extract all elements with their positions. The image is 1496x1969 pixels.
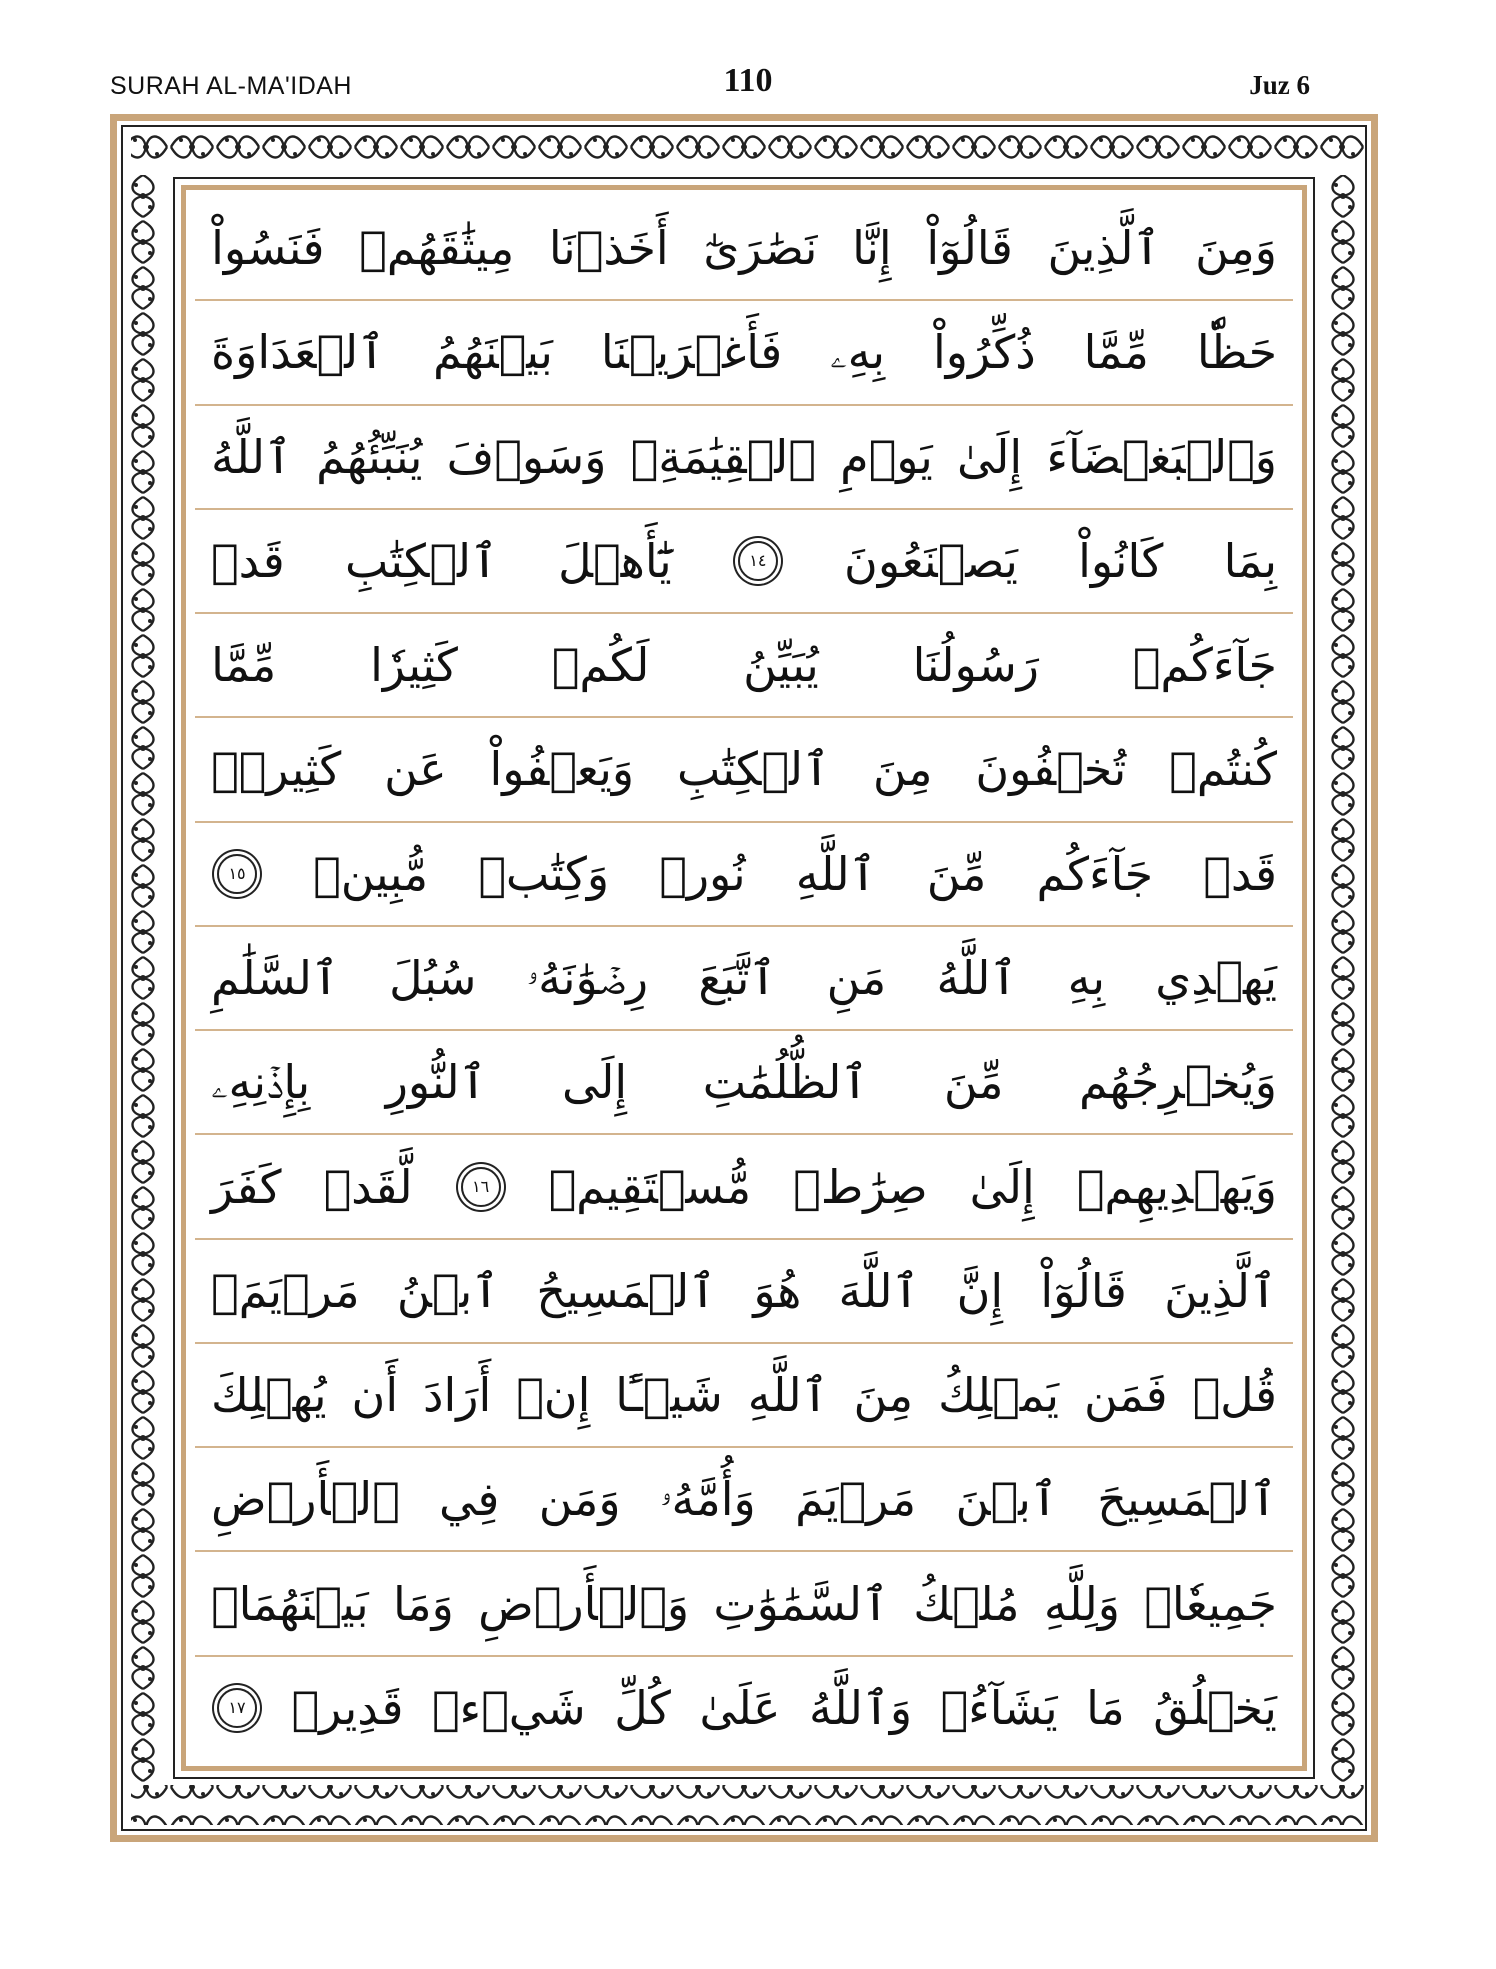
verse-word: وَيُخۡرِجُهُم [1079, 1055, 1277, 1110]
verse-line [195, 301, 1293, 405]
verse-word: مِّمَّا [211, 638, 277, 693]
verse-word: أَن [351, 1368, 399, 1423]
verse-word: رِضۡوَٰنَهُۥ [526, 950, 649, 1005]
verse-word: جَمِيعٗاۗ [1144, 1576, 1277, 1631]
verse-word: فَنَسُواْ [211, 221, 325, 276]
verse-line [195, 927, 1293, 1031]
verse-word: صِرَٰطٖ [793, 1159, 928, 1214]
verse-word: هُوَ [753, 1263, 802, 1318]
verse-word: يَشَآءُۚ [940, 1680, 1058, 1735]
verse-word: ذُكِّرُواْ [932, 325, 1036, 380]
verse-line [195, 510, 1293, 614]
verse-word: قَدِيرٞ [291, 1680, 404, 1735]
verse-word: مِنَ [872, 742, 933, 797]
verse-word: ٱلۡكِتَٰبِ [344, 533, 498, 588]
verse-word: عَلَىٰ [699, 1680, 781, 1735]
verse-word: ٱلَّذِينَ [1164, 1263, 1277, 1318]
page-frame [110, 114, 1378, 1842]
verse-word: ٱلسَّمَٰوَٰتِ [713, 1576, 889, 1631]
verse-lines [195, 197, 1293, 1759]
verse-word: مُّبِينٞ [313, 846, 429, 901]
verse-word: ٱلۡعَدَاوَةَ [211, 325, 386, 380]
verse-word: ٱلظُّلُمَٰتِ [702, 1055, 869, 1110]
verse-word: وَمِنَ [1195, 221, 1277, 276]
verse-word: إِلَى [562, 1055, 628, 1110]
surah-name: SURAH AL-MA'IDAH [110, 72, 352, 100]
verse-line [195, 1448, 1293, 1552]
verse-word: ٱلۡكِتَٰبِ [676, 742, 830, 797]
verse-word: أَرَادَ [423, 1368, 492, 1423]
verse-word: قَدۡ [211, 533, 285, 588]
verse-word: وَسَوۡفَ [446, 429, 607, 484]
verse-word: وَيَعۡفُواْ [489, 742, 635, 797]
juz-label: Juz 6 [1249, 70, 1310, 100]
verse-word: كَثِيرٗا [370, 638, 458, 693]
verse-word: إِلَىٰ [969, 1159, 1035, 1214]
verse-word: يُنَبِّئُهُمُ [316, 429, 423, 484]
verse-word: قَالُوٓاْ [1040, 1263, 1127, 1318]
verse-word: ٱبۡنُ [396, 1263, 500, 1318]
verse-word: ٱلۡمَسِيحُ [536, 1263, 717, 1318]
verse-word: إِنَّا [852, 221, 892, 276]
verse-word: تُخۡفُونَ [975, 742, 1127, 797]
verse-word: لَكُمۡ [551, 638, 650, 693]
verse-word: يَوۡمِ [840, 429, 933, 484]
page-number: 110 [723, 62, 773, 99]
verse-word: يُهۡلِكَ [211, 1368, 327, 1423]
verse-word: ٱبۡنَ [955, 1472, 1058, 1527]
verse-word: وَمَن [538, 1472, 621, 1527]
verse-word: وَيَهۡدِيهِمۡ [1076, 1159, 1277, 1214]
verse-word: أَخَذۡنَا [548, 221, 669, 276]
verse-word: يُبَيِّنُ [743, 638, 819, 693]
text-panel [173, 177, 1315, 1779]
verse-word: ٱتَّبَعَ [698, 950, 777, 1005]
verse-word: جَآءَكُمۡ [1132, 638, 1277, 693]
verse-word: وَٱلۡبَغۡضَآءَ [1046, 429, 1277, 484]
verse-word: شَيۡـًٔا [615, 1368, 723, 1423]
verse-word: شَيۡءٖ [431, 1680, 586, 1735]
verse-word: لَّقَدۡ [323, 1159, 413, 1214]
verse-word: يَٰٓأَهۡلَ [558, 533, 672, 588]
verse-word: كُنتُمۡ [1169, 742, 1277, 797]
verse-word: كَانُواْ [1078, 533, 1164, 588]
verse-word: إِنۡ [516, 1368, 591, 1423]
verse-line [195, 197, 1293, 301]
verse-word: فِي [439, 1472, 500, 1527]
verse-word: إِنَّ [956, 1263, 1004, 1318]
verse-word: ٱللَّهِ [795, 846, 877, 901]
verse-word: كُلِّ [614, 1680, 671, 1735]
ayah-number-marker: ١٤ [738, 541, 778, 581]
verse-word: ٱلنُّورِ [385, 1055, 487, 1110]
verse-line [195, 1657, 1293, 1759]
verse-line [195, 1135, 1293, 1239]
verse-word: قَالُوٓاْ [926, 221, 1013, 276]
verse-word: وَمَا [392, 1576, 454, 1631]
verse-word: ٱلسَّلَٰمِ [211, 950, 339, 1005]
verse-word: وَكِتَٰبٞ [478, 846, 610, 901]
verse-line [195, 1240, 1293, 1344]
verse-line [195, 1344, 1293, 1448]
verse-line [195, 718, 1293, 822]
verse-word: إِلَىٰ [956, 429, 1023, 484]
verse-word: نُورٞ [659, 846, 746, 901]
verse-word: مُّسۡتَقِيمٖ [548, 1159, 752, 1214]
verse-word: سُبُلَ [389, 950, 477, 1005]
verse-word: ٱلَّذِينَ [1047, 221, 1161, 276]
verse-word: ٱللَّهُ [211, 429, 292, 484]
verse-word: مَا [1086, 1680, 1125, 1735]
verse-word: ٱللَّهِ [747, 1368, 829, 1423]
verse-word: وَٱلۡأَرۡضِ [478, 1576, 690, 1631]
verse-word: ٱلۡمَسِيحَ [1097, 1472, 1277, 1527]
verse-word: حَظّٗا [1196, 325, 1277, 380]
page-header [0, 0, 1496, 110]
verse-word: مِّنَ [926, 846, 987, 901]
verse-word: بِهِۦ [830, 325, 886, 380]
verse-word: وَٱللَّهُ [808, 1680, 913, 1735]
verse-line [195, 406, 1293, 510]
verse-word: يَهۡدِي [1155, 950, 1277, 1005]
verse-word: ٱلۡقِيَٰمَةِۚ [630, 429, 816, 484]
verse-word: وَأُمَّهُۥ [659, 1472, 756, 1527]
verse-word: يَمۡلِكُ [938, 1368, 1060, 1423]
verse-word: مَنِ [826, 950, 887, 1005]
ayah-number-marker: ١٧ [217, 1688, 257, 1728]
verse-line [195, 823, 1293, 927]
verse-word: ٱلۡأَرۡضِ [211, 1472, 400, 1527]
verse-word: نَصَٰرَىٰٓ [703, 221, 818, 276]
verse-word: بِمَا [1223, 533, 1277, 588]
verse-word: يَخۡلُقُ [1153, 1680, 1277, 1735]
verse-word: جَآءَكُم [1036, 846, 1154, 901]
verse-word: كَثِيرٖۚ [211, 742, 342, 797]
verse-line [195, 614, 1293, 718]
verse-word: فَمَن [1084, 1368, 1168, 1423]
verse-word: بِهِ [1067, 950, 1106, 1005]
verse-word: مِّنَ [943, 1055, 1004, 1110]
verse-word: قَدۡ [1203, 846, 1277, 901]
verse-word: مُلۡكُ [913, 1576, 1020, 1631]
verse-word: مِيثَٰقَهُمۡ [359, 221, 515, 276]
verse-word: رَسُولُنَا [912, 638, 1039, 693]
verse-word: ٱللَّهُ [936, 950, 1018, 1005]
ayah-number-marker: ١٥ [217, 854, 257, 894]
verse-line [195, 1031, 1293, 1135]
verse-word: فَأَغۡرَيۡنَا [600, 325, 783, 380]
verse-word: مَرۡيَمَۚ [211, 1263, 360, 1318]
verse-word: وَلِلَّهِ [1043, 1576, 1120, 1631]
ayah-number-marker: ١٦ [461, 1167, 501, 1207]
verse-word: بَيۡنَهُمُ [432, 325, 553, 380]
verse-word: مِّمَّا [1083, 325, 1149, 380]
verse-word: قُلۡ [1192, 1368, 1277, 1423]
verse-word: كَفَرَ [211, 1159, 282, 1214]
verse-word: مَرۡيَمَ [795, 1472, 917, 1527]
verse-word: بِإِذۡنِهِۦ [211, 1055, 311, 1110]
verse-word: يَصۡنَعُونَ [844, 533, 1018, 588]
verse-word: بَيۡنَهُمَاۚ [211, 1576, 369, 1631]
verse-word: ٱللَّهَ [838, 1263, 920, 1318]
verse-word: مِنَ [853, 1368, 914, 1423]
verse-word: عَن [384, 742, 447, 797]
verse-line [195, 1552, 1293, 1656]
